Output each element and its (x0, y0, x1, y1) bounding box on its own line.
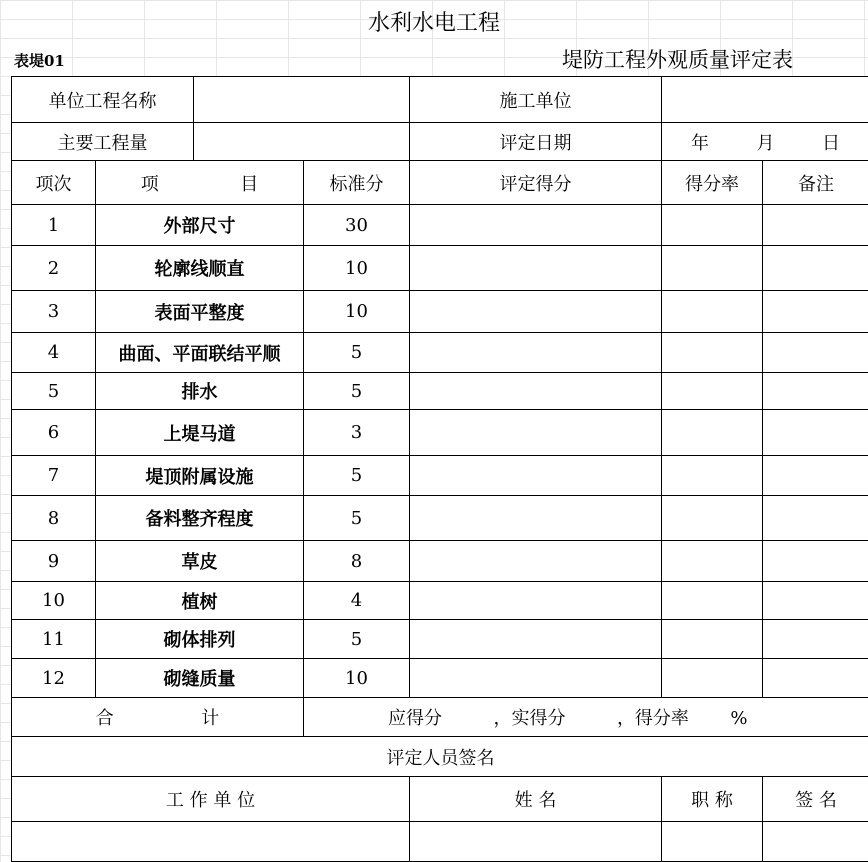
row-std-score: 5 (304, 620, 410, 659)
main-quantity-label: 主要工程量 (12, 123, 194, 161)
table-row (12, 291, 868, 333)
row-eval-score[interactable] (410, 410, 662, 456)
row-rate[interactable] (662, 246, 763, 291)
row-std-score: 4 (304, 582, 410, 620)
row-eval-score[interactable] (410, 205, 662, 246)
row-std-score: 5 (304, 496, 410, 541)
total-actual: ，实得分 (493, 708, 565, 729)
row-eval-score[interactable] (410, 456, 662, 496)
row-item: 轮廓线顺直 (96, 246, 304, 291)
signature-section-title: 评定人员签名 (12, 737, 868, 777)
row-no: 8 (12, 496, 96, 541)
eval-date-label: 评定日期 (410, 123, 662, 161)
col-header-item (96, 161, 304, 205)
row-no: 11 (12, 620, 96, 659)
table-row (12, 246, 868, 291)
row-no: 7 (12, 456, 96, 496)
row-item: 植树 (96, 582, 304, 620)
row-remark[interactable] (763, 456, 868, 496)
row-eval-score[interactable] (410, 291, 662, 333)
row-rate[interactable] (662, 620, 763, 659)
table-row (12, 333, 868, 373)
row-no: 12 (12, 659, 96, 698)
sig-sign-cell[interactable] (763, 822, 868, 862)
row-remark[interactable] (763, 582, 868, 620)
row-remark[interactable] (763, 410, 868, 456)
row-no: 2 (12, 246, 96, 291)
col-header-item-a: 项 (141, 174, 159, 195)
eval-date-year: 年 (691, 133, 709, 154)
row-remark[interactable] (763, 659, 868, 698)
row-rate[interactable] (662, 373, 763, 410)
unit-project-value[interactable] (194, 77, 410, 123)
sig-header-sign: 签 名 (763, 777, 868, 822)
row-no: 9 (12, 541, 96, 582)
eval-date-value[interactable] (662, 123, 868, 161)
eval-date-month: 月 (757, 133, 775, 154)
signature-entry-row (12, 822, 868, 862)
row-remark[interactable] (763, 246, 868, 291)
signature-header-row (12, 777, 868, 822)
signature-title-row (12, 737, 868, 777)
col-header-std-score: 标准分 (304, 161, 410, 205)
row-std-score: 5 (304, 456, 410, 496)
evaluation-table (11, 76, 868, 862)
total-row (12, 698, 868, 737)
row-eval-score[interactable] (410, 620, 662, 659)
table-row (12, 541, 868, 582)
total-expected: 应得分 (388, 708, 442, 729)
table-row (12, 373, 868, 410)
col-header-rate: 得分率 (662, 161, 763, 205)
row-item: 草皮 (96, 541, 304, 582)
row-item: 备料整齐程度 (96, 496, 304, 541)
table-row (12, 410, 868, 456)
row-remark[interactable] (763, 496, 868, 541)
form-code: 表堤01 (14, 50, 65, 71)
row-no: 1 (12, 205, 96, 246)
contractor-value[interactable] (662, 77, 868, 123)
row-std-score: 10 (304, 291, 410, 333)
row-remark[interactable] (763, 541, 868, 582)
org-title: 水利水电工程 (0, 6, 868, 37)
info-row-unit (12, 77, 868, 123)
total-label-b: 计 (201, 708, 219, 729)
row-remark[interactable] (763, 333, 868, 373)
main-quantity-value[interactable] (194, 123, 410, 161)
row-rate[interactable] (662, 582, 763, 620)
row-eval-score[interactable] (410, 496, 662, 541)
row-eval-score[interactable] (410, 333, 662, 373)
row-std-score: 5 (304, 333, 410, 373)
sig-title-cell[interactable] (662, 822, 763, 862)
sig-header-title: 职 称 (662, 777, 763, 822)
eval-date-day: 日 (822, 133, 840, 154)
row-rate[interactable] (662, 410, 763, 456)
row-std-score: 5 (304, 373, 410, 410)
row-no: 10 (12, 582, 96, 620)
row-eval-score[interactable] (410, 246, 662, 291)
info-row-quantity (12, 123, 868, 161)
total-label (12, 698, 304, 737)
col-header-no: 项次 (12, 161, 96, 205)
total-rate: ，得分率 (617, 708, 689, 729)
sig-name-cell[interactable] (410, 822, 662, 862)
row-item: 曲面、平面联结平顺 (96, 333, 304, 373)
row-remark[interactable] (763, 291, 868, 333)
row-item: 表面平整度 (96, 291, 304, 333)
table-row (12, 205, 868, 246)
col-header-item-b: 目 (240, 174, 258, 195)
table-row (12, 456, 868, 496)
row-item: 排水 (96, 373, 304, 410)
total-summary (304, 698, 868, 737)
row-std-score: 30 (304, 205, 410, 246)
row-no: 4 (12, 333, 96, 373)
row-rate[interactable] (662, 541, 763, 582)
row-rate[interactable] (662, 659, 763, 698)
row-item: 外部尺寸 (96, 205, 304, 246)
row-rate[interactable] (662, 333, 763, 373)
sig-header-work-unit: 工 作 单 位 (12, 777, 410, 822)
contractor-label: 施工单位 (410, 77, 662, 123)
row-item: 砌体排列 (96, 620, 304, 659)
unit-project-label: 单位工程名称 (12, 77, 194, 123)
table-row (12, 659, 868, 698)
row-eval-score[interactable] (410, 373, 662, 410)
table-row (12, 620, 868, 659)
row-rate[interactable] (662, 205, 763, 246)
row-remark[interactable] (763, 373, 868, 410)
row-remark[interactable] (763, 205, 868, 246)
row-remark[interactable] (763, 620, 868, 659)
row-eval-score[interactable] (410, 659, 662, 698)
table-row (12, 582, 868, 620)
row-std-score: 8 (304, 541, 410, 582)
total-percent: % (730, 708, 747, 729)
row-no: 3 (12, 291, 96, 333)
row-std-score: 3 (304, 410, 410, 456)
col-header-eval-score: 评定得分 (410, 161, 662, 205)
row-eval-score[interactable] (410, 541, 662, 582)
column-header-row (12, 161, 868, 205)
row-item: 堤顶附属设施 (96, 456, 304, 496)
row-no: 6 (12, 410, 96, 456)
row-eval-score[interactable] (410, 582, 662, 620)
form-title: 堤防工程外观质量评定表 (562, 44, 793, 74)
row-rate[interactable] (662, 456, 763, 496)
sig-work-unit-cell[interactable] (12, 822, 410, 862)
row-std-score: 10 (304, 659, 410, 698)
row-rate[interactable] (662, 496, 763, 541)
row-rate[interactable] (662, 291, 763, 333)
sig-header-name: 姓 名 (410, 777, 662, 822)
table-row (12, 496, 868, 541)
total-label-a: 合 (96, 708, 114, 729)
row-item: 上堤马道 (96, 410, 304, 456)
row-no: 5 (12, 373, 96, 410)
row-item: 砌缝质量 (96, 659, 304, 698)
col-header-remark: 备注 (763, 161, 868, 205)
row-std-score: 10 (304, 246, 410, 291)
